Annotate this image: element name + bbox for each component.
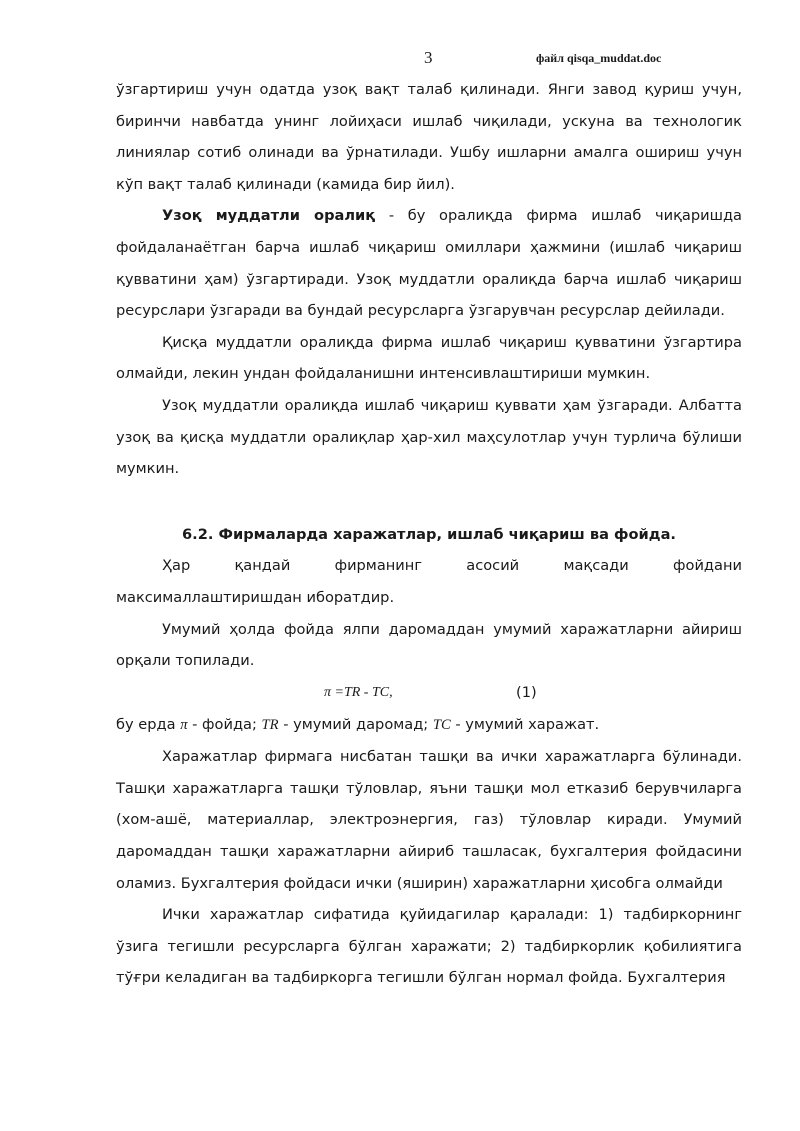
formula-row [116, 677, 742, 709]
document-body [116, 74, 742, 994]
legend-pi-text: - фойда; [187, 715, 262, 733]
paragraph-intro: ўзгартириш учун одатда узоқ вақт талаб қилинади. Янги завод қуриш учун, биринчи навбатда унинг лойиҳаси ишлаб чиқилади, ускуна ва технологик линиялар сотиб олинади ва ўрнатилади. Ушбу ишларни амалга ошириш учун кўп вақт талаб қилинади (камида бир йил). [116, 81, 742, 193]
paragraph-goal-line1: Ҳар қандай фирманинг асосий мақсади фойдани [162, 557, 742, 575]
paragraph-long-term [116, 200, 742, 326]
legend-prefix: бу ерда [116, 715, 181, 733]
legend-tr-symbol: TR [261, 716, 279, 733]
profit-formula: π =TR - TC, [324, 684, 393, 700]
formula-legend [116, 709, 742, 742]
legend-tc-symbol: TC [432, 716, 451, 733]
term-long-term: Узоқ муддатли оралиқ [162, 207, 376, 225]
paragraph-short-term: Қисқа муддатли оралиқда фирма ишлаб чиқариш қувватини ўзгартира олмайди, лекин ундан фойдаланишни интенсивлаштириши мумкин. [116, 333, 742, 383]
paragraph-goal-line2: максималлаштиришдан иборатдир. [116, 588, 395, 606]
paragraph-profit-definition: Умумий ҳолда фойда ялпи даромаддан умумий харажатларни айириш орқали топилади. [116, 620, 742, 670]
paragraph-long-term-text: - бу оралиқда фирма ишлаб чиқаришда фойдаланаётган барча ишлаб чиқариш омиллари ҳажмини (ишлаб чиқариш қувватини ҳам) ўзгартиради. Узоқ муддатли оралиқда барча ишлаб чиқариш ресурслари ўзгаради ва бундай ресурсларга ўзгарувчан ресурслар дейилади. [116, 207, 742, 320]
legend-tr-text: - умумий даромад; [278, 715, 433, 733]
section-heading: 6.2. Фирмаларда харажатлар, ишлаб чиқариш ва фойда. [182, 525, 676, 543]
legend-pi-symbol: π [180, 716, 188, 733]
legend-tc-text: - умумий харажат. [450, 715, 600, 733]
file-label: файл qisqa_muddat.doc [536, 51, 662, 65]
paragraph-costs: Харажатлар фирмага нисбатан ташқи ва ички харажатларга бўлинади. Ташқи харажатларга ташқи тўловлар, яъни ташқи мол етказиб берувчиларга (хом-ашё, материаллар, электроэнергия, газ) тўловлар киради. Умумий даромаддан ташқи харажатларни айириб ташласак, бухгалтерия фойдасини оламиз. Бухгалтерия фойдаси ички (яширин) харажатларни ҳисобга олмайди [116, 748, 742, 892]
formula-number: (1) [516, 683, 537, 701]
paragraph-internal-costs: Ички харажатлар сифатида қуйидагилар қаралади: 1) тадбиркорнинг ўзига тегишли ресурсларга бўлган харажати; 2) тадбиркорлик қобилиятига тўғри келадиган ва тадбиркорга тегишли бўлган нормал фойда. Бухгалтерия [116, 906, 742, 987]
page-number: 3 [424, 48, 433, 67]
paragraph-capacity: Узоқ муддатли оралиқда ишлаб чиқариш қуввати ҳам ўзгаради. Албатта узоқ ва қисқа муддатли оралиқлар ҳар-хил маҳсулотлар учун турлича бўлиши мумкин. [116, 396, 742, 478]
